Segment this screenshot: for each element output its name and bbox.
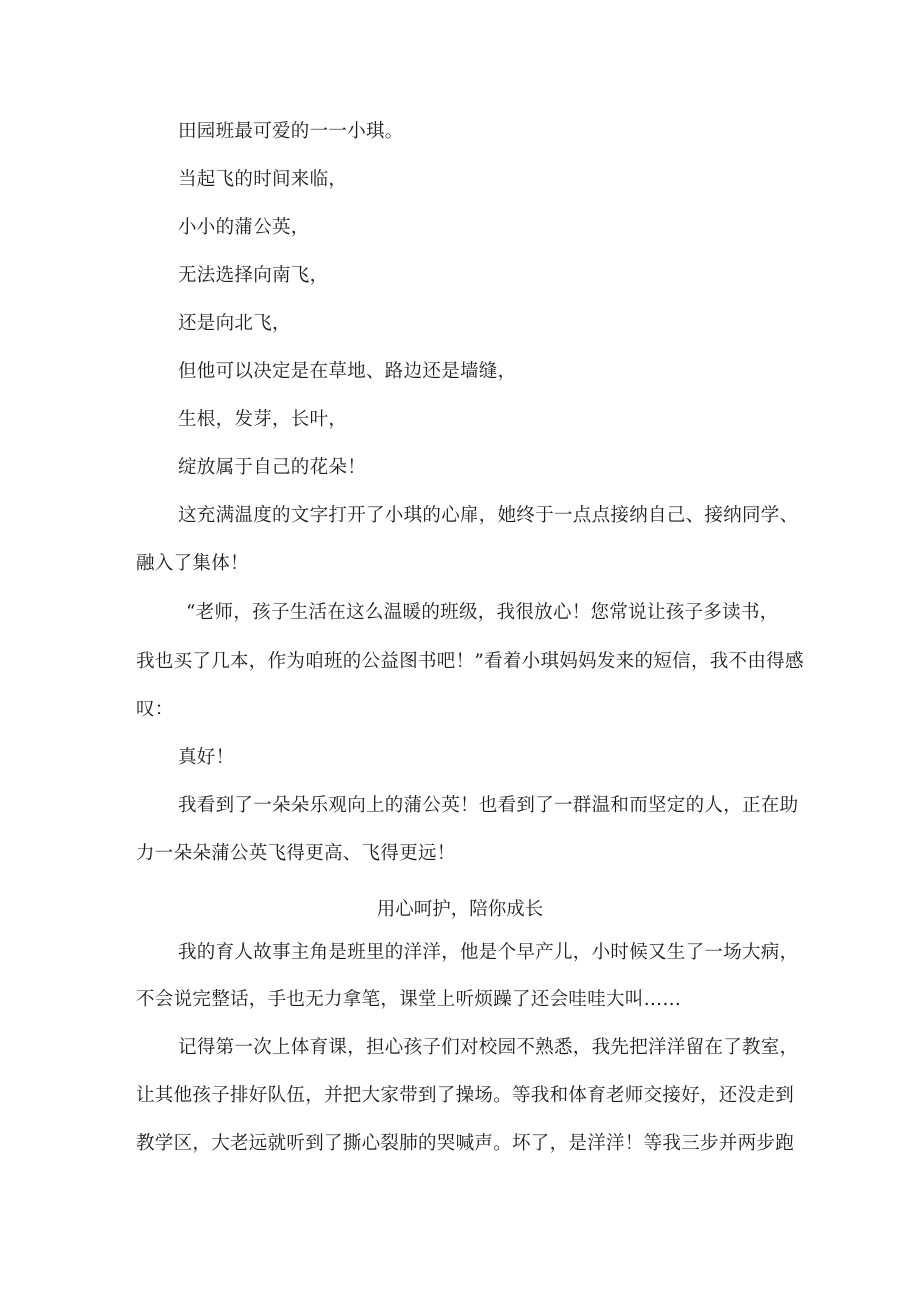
poem-line-2: 当起飞的时间来临，	[178, 169, 348, 190]
poem-line-3: 小小的蒲公英，	[178, 217, 310, 238]
paragraph-5-line-1: 我的育人故事主角是班里的洋洋，他是个早产儿，小时候又生了一场大病，	[178, 942, 799, 963]
section-title: 用心呵护，陪你成长	[376, 899, 544, 920]
paragraph-4-line-2: 力一朵朵蒲公英飞得更高、飞得更远！	[136, 843, 456, 864]
paragraph-6-line-2: 让其他孩子排好队伍，并把大家带到了操场。等我和体育老师交接好，还没走到	[136, 1085, 795, 1106]
paragraph-1-line-1: 这充满温度的文字打开了小琪的心扉，她终于一点点接纳自己、接纳同学、	[178, 505, 799, 526]
poem-line-1: 田园班最可爱的一一小琪。	[178, 121, 404, 142]
poem-line-5: 还是向北飞，	[178, 313, 291, 334]
paragraph-2-line-3: 叹：	[136, 699, 174, 720]
paragraph-6-line-1: 记得第一次上体育课，担心孩子们对校园不熟悉，我先把洋洋留在了教室，	[178, 1037, 799, 1058]
paragraph-2-line-2: 我也买了几本，作为咱班的公益图书吧！”看着小琪妈妈发来的短信，我不由得感	[136, 651, 804, 672]
paragraph-4-line-1: 我看到了一朵朵乐观向上的蒲公英！也看到了一群温和而坚定的人，正在助	[178, 795, 799, 816]
poem-line-8: 绽放属于自己的花朵！	[178, 457, 367, 478]
paragraph-6-line-3: 教学区，大老远就听到了撕心裂肺的哭喊声。坏了，是洋洋！等我三步并两步跑	[136, 1133, 795, 1154]
paragraph-5-line-2: 不会说完整话，手也无力拿笔，课堂上听烦躁了还会哇哇大叫……	[136, 989, 682, 1010]
poem-line-4: 无法选择向南飞，	[178, 265, 329, 286]
poem-line-6: 但他可以决定是在草地、路边还是墙缝，	[178, 361, 517, 382]
paragraph-1-line-2: 融入了集体！	[136, 553, 249, 574]
paragraph-3-line-1: 真好！	[178, 747, 235, 768]
poem-line-7: 生根，发芽，长叶，	[178, 409, 348, 430]
paragraph-2-line-1: “老师，孩子生活在这么温暖的班级，我很放心！您常说让孩子多读书，	[186, 602, 779, 623]
